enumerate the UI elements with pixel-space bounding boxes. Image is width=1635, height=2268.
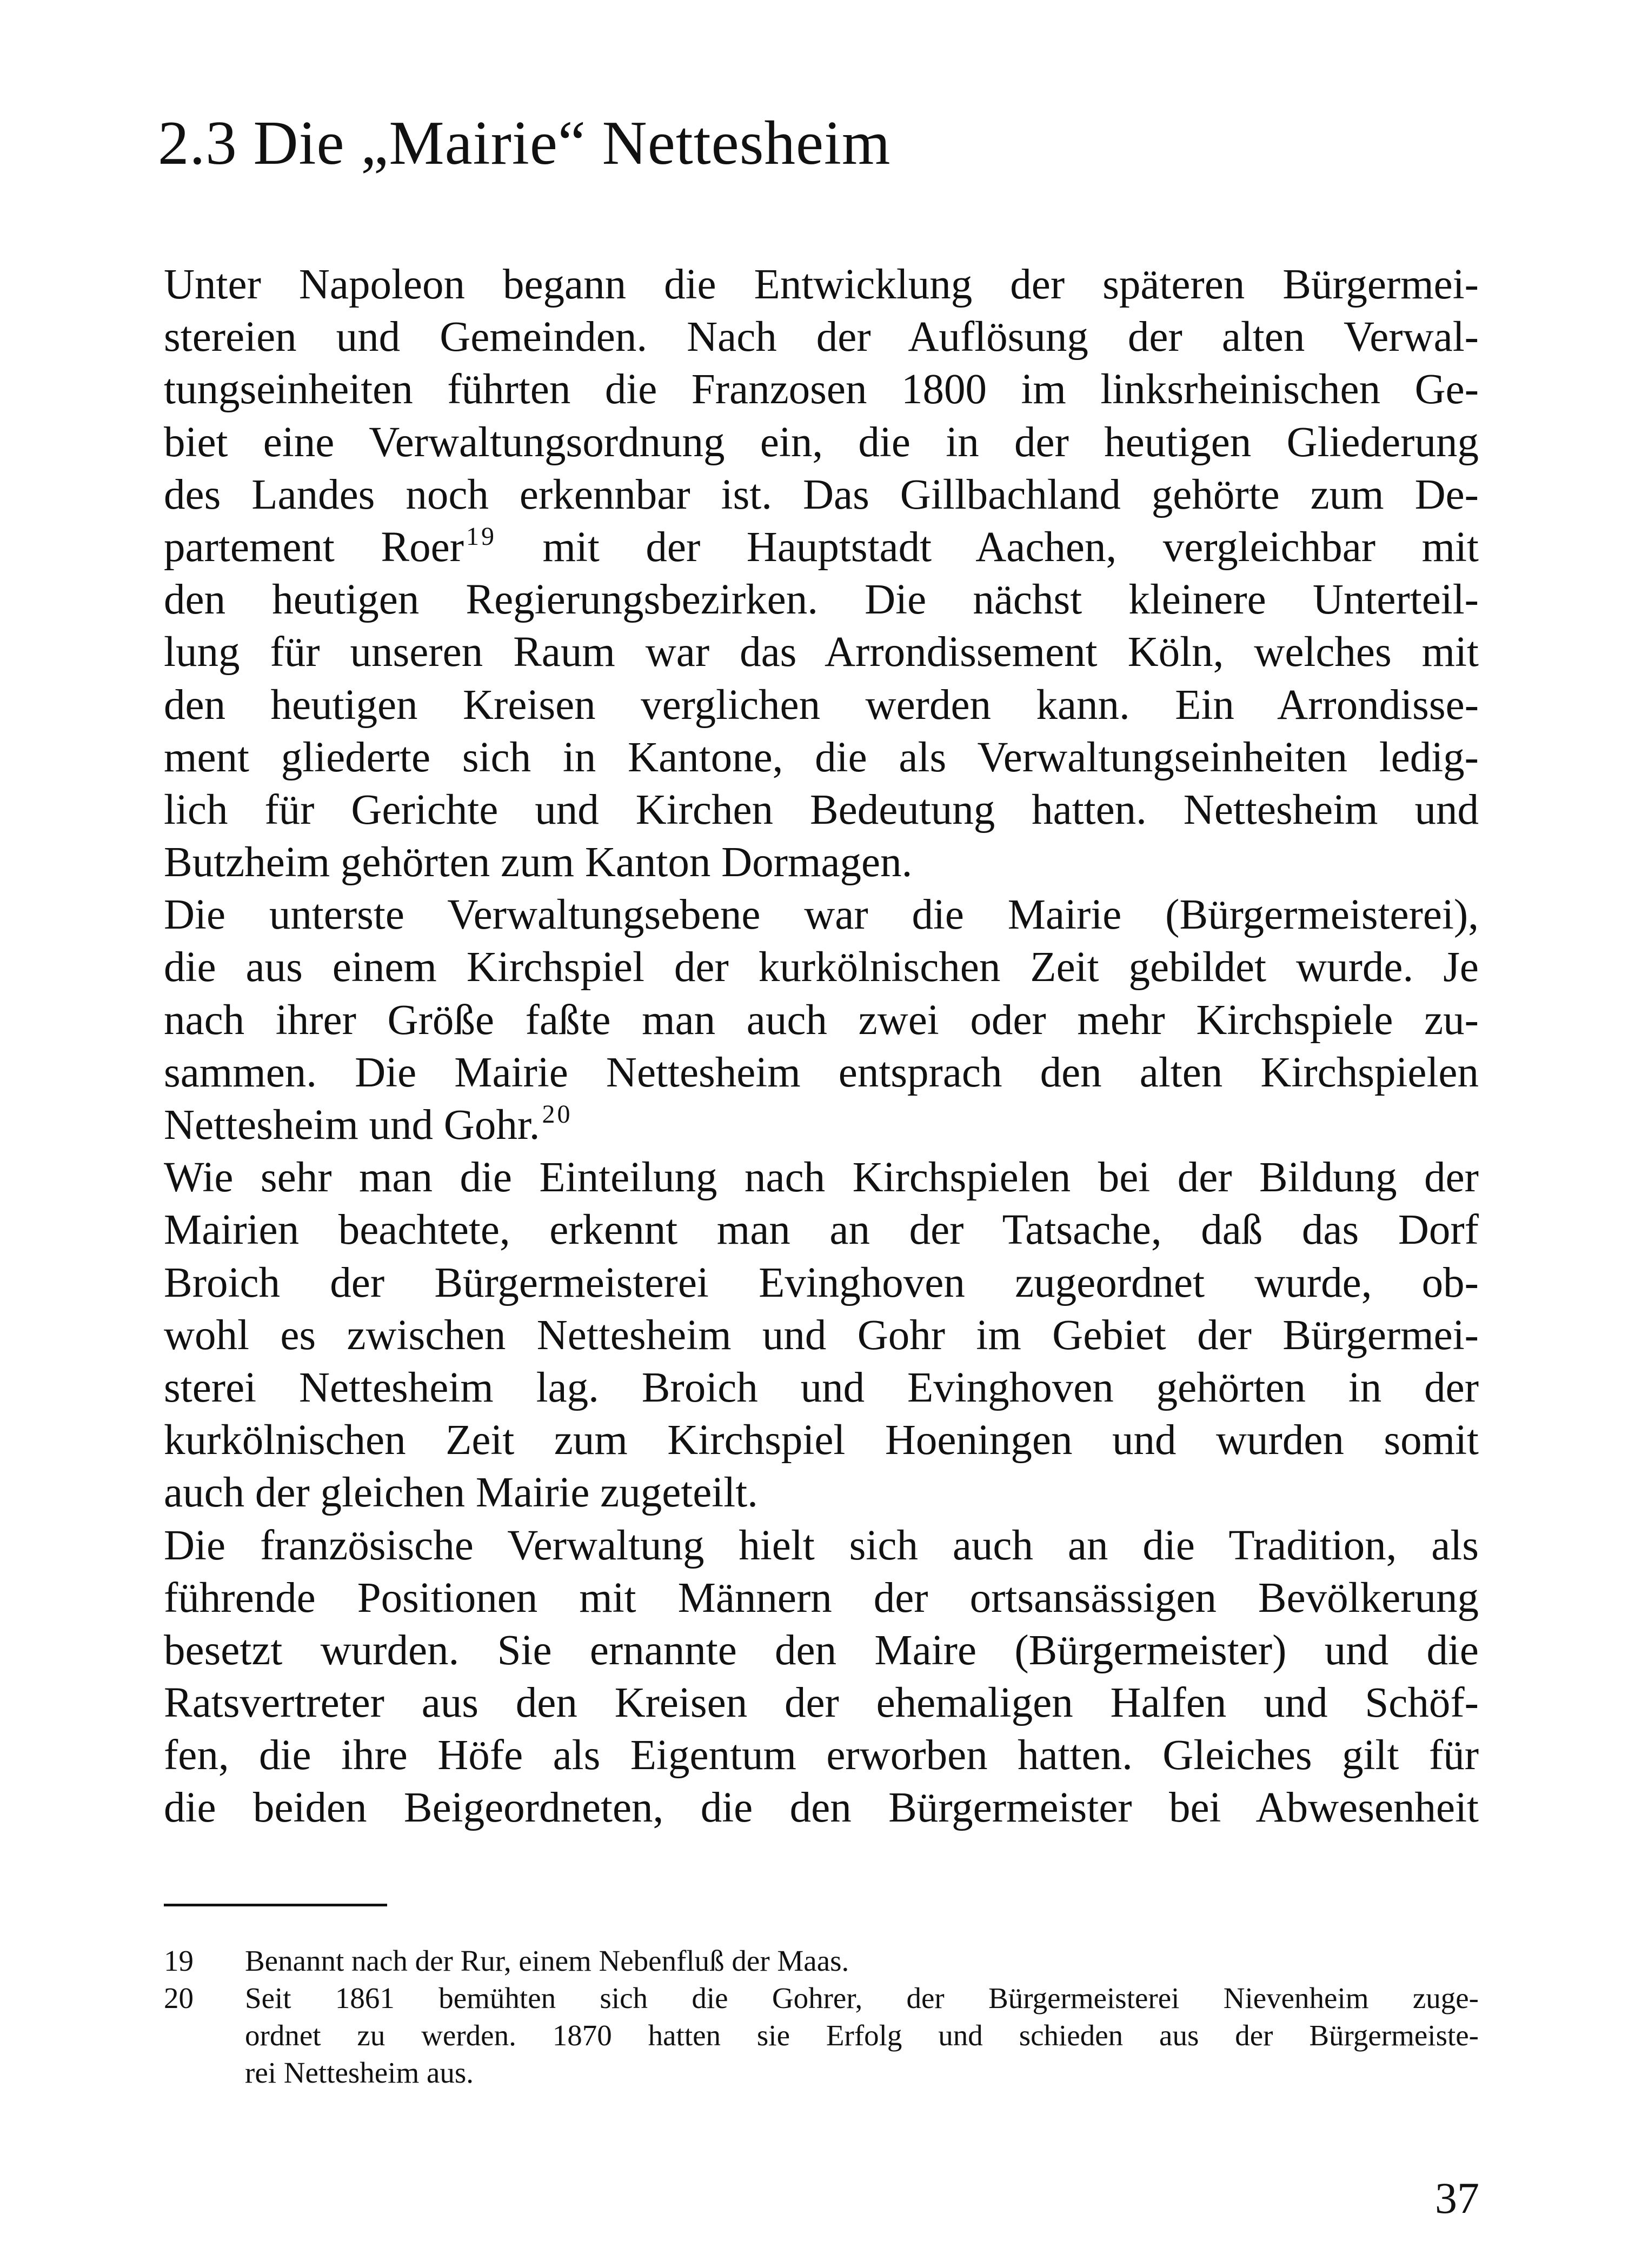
text-line-content: Die französische Verwaltung hielt sich auch an die Tradition, als xyxy=(164,1522,1479,1569)
text-line-content: biet eine Verwaltungsordnung ein, die in der heutigen Gliederung xyxy=(164,418,1479,466)
text-line-content: die beiden Beigeordneten, die den Bürgermeister bei Abwesenheit xyxy=(164,1784,1479,1832)
text-line xyxy=(164,573,1479,626)
text-line-content: partement Roer xyxy=(164,523,464,571)
text-line xyxy=(164,363,1479,416)
footnote-reference: 20 xyxy=(542,1100,573,1129)
text-line xyxy=(164,1362,1479,1414)
text-line-content: Nettesheim und Gohr. xyxy=(164,1102,540,1149)
text-line-content: wohl es zwischen Nettesheim und Gohr im Gebiet der Bürgermei- xyxy=(164,1311,1479,1359)
text-line xyxy=(164,1677,1479,1729)
text-line-content: nach ihrer Größe faßte man auch zwei oder mehr Kirchspiele zu- xyxy=(164,996,1479,1044)
text-line xyxy=(164,258,1479,311)
text-line-content: führende Positionen mit Männern der ortsansässigen Bevölkerung xyxy=(164,1574,1479,1622)
footnote xyxy=(164,1979,1479,2091)
text-line-content: sterei Nettesheim lag. Broich und Evinghoven gehörten in der xyxy=(164,1364,1479,1411)
text-line-content: Die unterste Verwaltungsebene war die Mairie (Bürgermeisterei), xyxy=(164,891,1479,939)
footnote-text-line: ordnet zu werden. 1870 hatten sie Erfolg und schieden aus der Bürgermeiste- xyxy=(245,2019,1479,2052)
text-line-continuation: mit der Hauptstadt Aachen, vergleichbar mit xyxy=(496,523,1479,571)
text-line xyxy=(164,1729,1479,1782)
text-line-content: kurkölnischen Zeit zum Kirchspiel Hoeningen und wurden somit xyxy=(164,1417,1479,1464)
text-line xyxy=(164,679,1479,731)
footnotes xyxy=(164,1942,1479,2091)
text-line xyxy=(164,1519,1479,1572)
text-line-content: den heutigen Kreisen verglichen werden kann. Ein Arrondisse- xyxy=(164,681,1479,729)
text-line xyxy=(164,889,1479,941)
text-line-content: Unter Napoleon begann die Entwicklung der späteren Bürgermei- xyxy=(164,261,1479,308)
text-line xyxy=(164,1099,1479,1151)
text-line-content: des Landes noch erkennbar ist. Das Gillbachland gehörte zum De- xyxy=(164,471,1479,518)
text-line-content: Butzheim gehörten zum Kanton Dormagen. xyxy=(164,839,913,886)
page-number: 37 xyxy=(1435,2173,1479,2223)
text-line-content: Wie sehr man die Einteilung nach Kirchspielen bei der Bildung der xyxy=(164,1154,1479,1202)
text-line xyxy=(164,1782,1479,1834)
text-line-content: fen, die ihre Höfe als Eigentum erworben hatten. Gleiches gilt für xyxy=(164,1732,1479,1779)
text-line-content: auch der gleichen Mairie zugeteilt. xyxy=(164,1469,758,1517)
text-line-content: stereien und Gemeinden. Nach der Auflösung der alten Verwal- xyxy=(164,313,1479,361)
text-line xyxy=(164,941,1479,993)
text-line xyxy=(164,1204,1479,1256)
text-line xyxy=(164,1151,1479,1204)
footnote-divider xyxy=(164,1904,387,1906)
footnote xyxy=(164,1942,1479,1979)
text-line xyxy=(164,731,1479,784)
body-text xyxy=(164,258,1479,1835)
footnote-text-line: Seit 1861 bemühten sich die Gohrer, der Bürgermeisterei Nievenheim zuge- xyxy=(245,1982,1479,2014)
text-line-content: die aus einem Kirchspiel der kurkölnischen Zeit gebildet wurde. Je xyxy=(164,944,1479,991)
text-line-content: den heutigen Regierungsbezirken. Die nächst kleinere Unterteil- xyxy=(164,576,1479,624)
footnote-reference: 19 xyxy=(466,522,496,551)
footnote-text-line: rei Nettesheim aus. xyxy=(245,2056,474,2089)
text-line-content: lung für unseren Raum war das Arrondissement Köln, welches mit xyxy=(164,629,1479,676)
text-line-content: Broich der Bürgermeisterei Evinghoven zugeordnet wurde, ob- xyxy=(164,1259,1479,1306)
text-line-content: ment gliederte sich in Kantone, die als Verwaltungseinheiten ledig- xyxy=(164,733,1479,781)
text-line xyxy=(164,784,1479,836)
text-line xyxy=(164,1046,1479,1099)
text-line xyxy=(164,1572,1479,1624)
footnote-text-line: Benannt nach der Rur, einem Nebenfluß der Maas. xyxy=(245,1944,849,1977)
footnote-number: 20 xyxy=(164,1982,194,2014)
text-line xyxy=(164,836,1479,889)
text-line xyxy=(164,1466,1479,1519)
section-heading: 2.3 Die „Mairie“ Nettesheim xyxy=(158,109,891,177)
text-line xyxy=(164,311,1479,363)
text-line xyxy=(164,416,1479,469)
text-line-content: lich für Gerichte und Kirchen Bedeutung hatten. Nettesheim und xyxy=(164,786,1479,833)
text-line xyxy=(164,469,1479,521)
text-line xyxy=(164,1257,1479,1309)
text-line xyxy=(164,1624,1479,1677)
text-line-content: tungseinheiten führten die Franzosen 1800 im linksrheinischen Ge- xyxy=(164,366,1479,413)
text-line-content: Mairien beachtete, erkennt man an der Tatsache, daß das Dorf xyxy=(164,1206,1479,1254)
text-line xyxy=(164,994,1479,1046)
text-line-content: sammen. Die Mairie Nettesheim entsprach den alten Kirchspielen xyxy=(164,1049,1479,1096)
text-line xyxy=(164,626,1479,678)
text-line xyxy=(164,1309,1479,1362)
text-line-content: besetzt wurden. Sie ernannte den Maire (Bürgermeister) und die xyxy=(164,1626,1479,1674)
text-line-content: Ratsvertreter aus den Kreisen der ehemaligen Halfen und Schöf- xyxy=(164,1679,1479,1727)
text-line xyxy=(164,521,1479,573)
footnote-number: 19 xyxy=(164,1944,194,1977)
text-line xyxy=(164,1414,1479,1466)
